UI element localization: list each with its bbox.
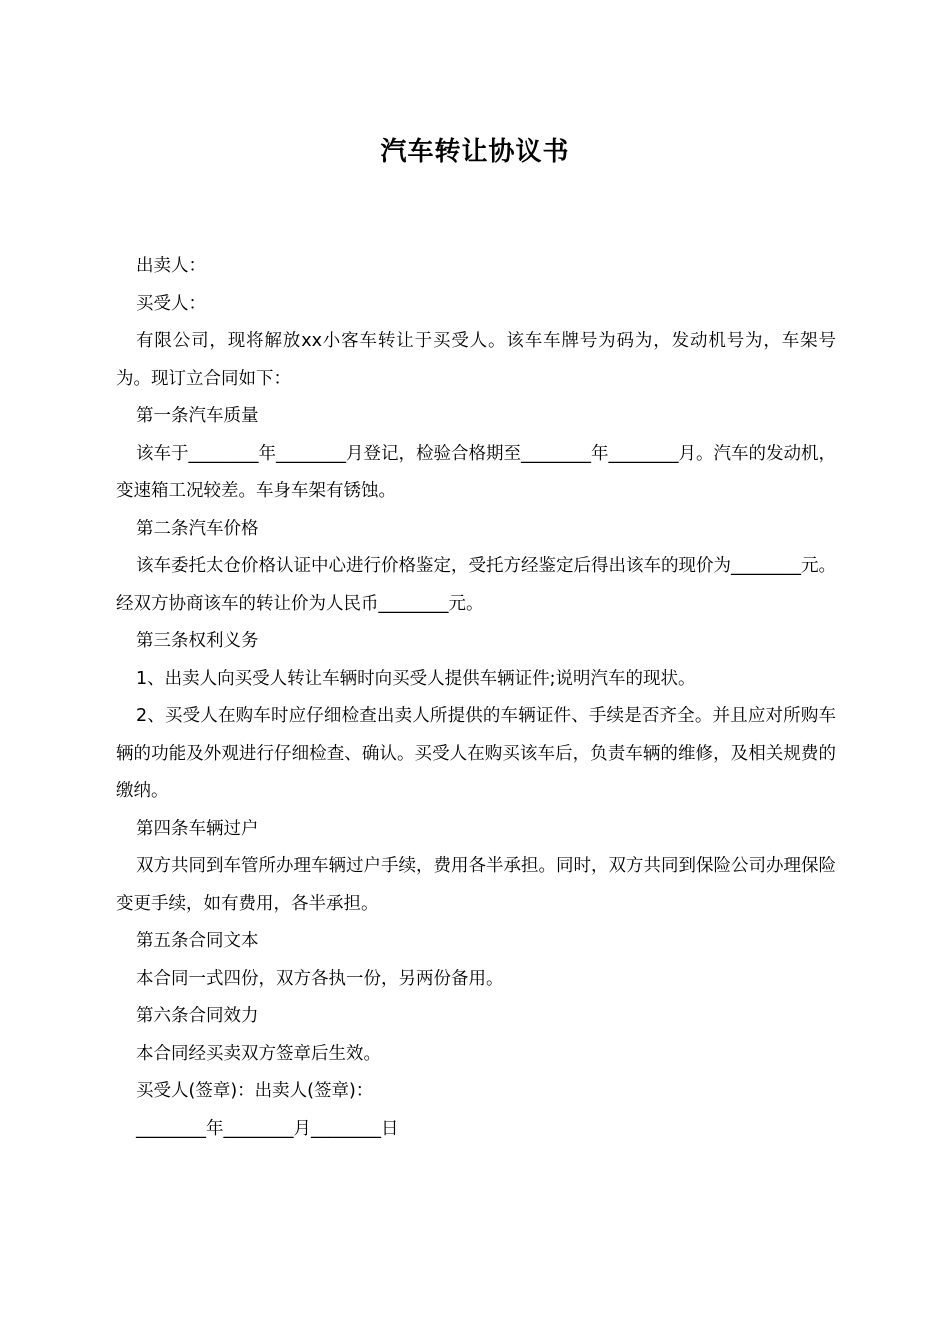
intro-paragraph: 有限公司，现将解放xx小客车转让于买受人。该车车牌号为码为，发动机号为，车架号为。现订立合同如下： (116, 331, 836, 389)
signature-line: 买受人(签章)：出卖人(签章)： (136, 1081, 374, 1101)
article-1-text: 该车于________年________月登记，检验合格期至________年________月。汽车的发动机，变速箱工况较差。车身车架有锈蚀。 (116, 443, 836, 501)
article-3-item-1: 1、出卖人向买受人转让车辆时向买受人提供车辆证件;说明汽车的现状。 (136, 668, 696, 689)
article-4-text: 双方共同到车管所办理车辆过户手续，费用各半承担。同时，双方共同到保险公司办理保险变更手续，如有费用，各半承担。 (116, 856, 836, 914)
article-2-heading: 第二条汽车价格 (136, 518, 259, 539)
document-title: 汽车转让协议书 (380, 137, 570, 167)
article-2-text: 该车委托太仓价格认证中心进行价格鉴定，受托方经鉴定后得出该车的现价为________元。经双方协商该车的转让价为人民币________元。 (116, 556, 836, 614)
article-6-text: 本合同经买卖双方签章后生效。 (136, 1043, 381, 1064)
seller-line: 出卖人： (136, 256, 206, 276)
article-4-heading: 第四条车辆过户 (136, 818, 259, 839)
date-line: ________年________月________日 (136, 1118, 399, 1139)
article-1-heading: 第一条汽车质量 (136, 406, 259, 426)
document-body (116, 248, 836, 1148)
article-3-item-2: 2、买受人在购车时应仔细检查出卖人所提供的车辆证件、手续是否齐全。并且应对所购车辆的功能及外观进行仔细检查、确认。买受人在购买该车后，负责车辆的维修，及相关规费的缴纳。 (116, 706, 836, 801)
article-5-text: 本合同一式四份，双方各执一份，另两份备用。 (136, 968, 504, 989)
buyer-line: 买受人： (136, 293, 206, 314)
article-3-heading: 第三条权利义务 (136, 631, 259, 651)
article-6-heading: 第六条合同效力 (136, 1006, 259, 1026)
article-5-heading: 第五条合同文本 (136, 931, 259, 951)
